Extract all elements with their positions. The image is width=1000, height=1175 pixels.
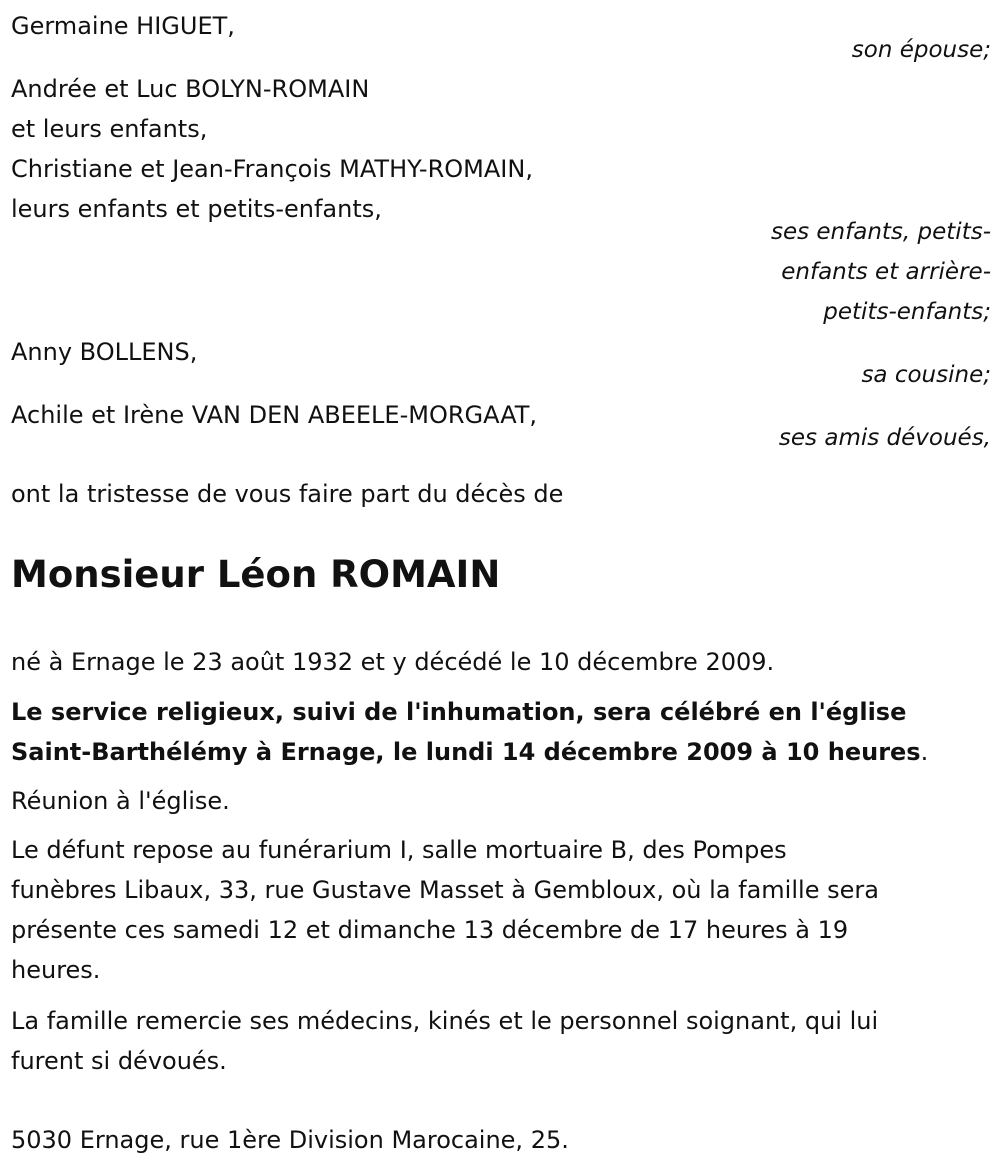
friends-name: Achile et Irène VAN DEN ABEELE-MORGAAT, bbox=[11, 401, 538, 429]
deceased-name: Monsieur Léon ROMAIN bbox=[11, 553, 501, 596]
cousin-relation: sa cousine; bbox=[861, 362, 991, 388]
children-relation-line-2: enfants et arrière- bbox=[781, 259, 991, 285]
funerarium-line-4: heures. bbox=[11, 956, 101, 984]
friends-relation: ses amis dévoués, bbox=[778, 425, 991, 451]
children-line-4: leurs enfants et petits-enfants, bbox=[11, 195, 382, 223]
children-relation-line-3: petits-enfants; bbox=[823, 299, 991, 325]
children-line-1: Andrée et Luc BOLYN-ROMAIN bbox=[11, 75, 370, 103]
announcement-text: ont la tristesse de vous faire part du décès de bbox=[11, 480, 564, 508]
meeting-text: Réunion à l'église. bbox=[11, 787, 230, 815]
spouse-name: Germaine HIGUET, bbox=[11, 12, 235, 40]
children-relation-line-1: ses enfants, petits- bbox=[770, 219, 991, 245]
spouse-relation: son épouse; bbox=[851, 37, 991, 63]
service-date-place: Saint-Barthélémy à Ernage, le lundi 14 décembre 2009 à 10 heures bbox=[11, 738, 921, 766]
funerarium-line-3: présente ces samedi 12 et dimanche 13 décembre de 17 heures à 19 bbox=[11, 916, 849, 944]
service-period: . bbox=[920, 738, 929, 766]
birth-death-text: né à Ernage le 23 août 1932 et y décédé le 10 décembre 2009. bbox=[11, 648, 775, 676]
thanks-line-2: furent si dévoués. bbox=[11, 1047, 227, 1075]
children-line-2: et leurs enfants, bbox=[11, 115, 208, 143]
funerarium-line-2: funèbres Libaux, 33, rue Gustave Masset à Gembloux, où la famille sera bbox=[11, 876, 879, 904]
service-line-1: Le service religieux, suivi de l'inhumation, sera célébré en l'église bbox=[11, 698, 907, 726]
funerarium-line-1: Le défunt repose au funérarium I, salle mortuaire B, des Pompes bbox=[11, 836, 787, 864]
children-line-3: Christiane et Jean-François MATHY-ROMAIN, bbox=[11, 155, 533, 183]
family-address: 5030 Ernage, rue 1ère Division Marocaine, 25. bbox=[11, 1126, 569, 1154]
obituary-notice bbox=[11, 0, 991, 1175]
service-line-2 bbox=[11, 732, 991, 772]
thanks-line-1: La famille remercie ses médecins, kinés et le personnel soignant, qui lui bbox=[11, 1007, 879, 1035]
cousin-name: Anny BOLLENS, bbox=[11, 338, 198, 366]
